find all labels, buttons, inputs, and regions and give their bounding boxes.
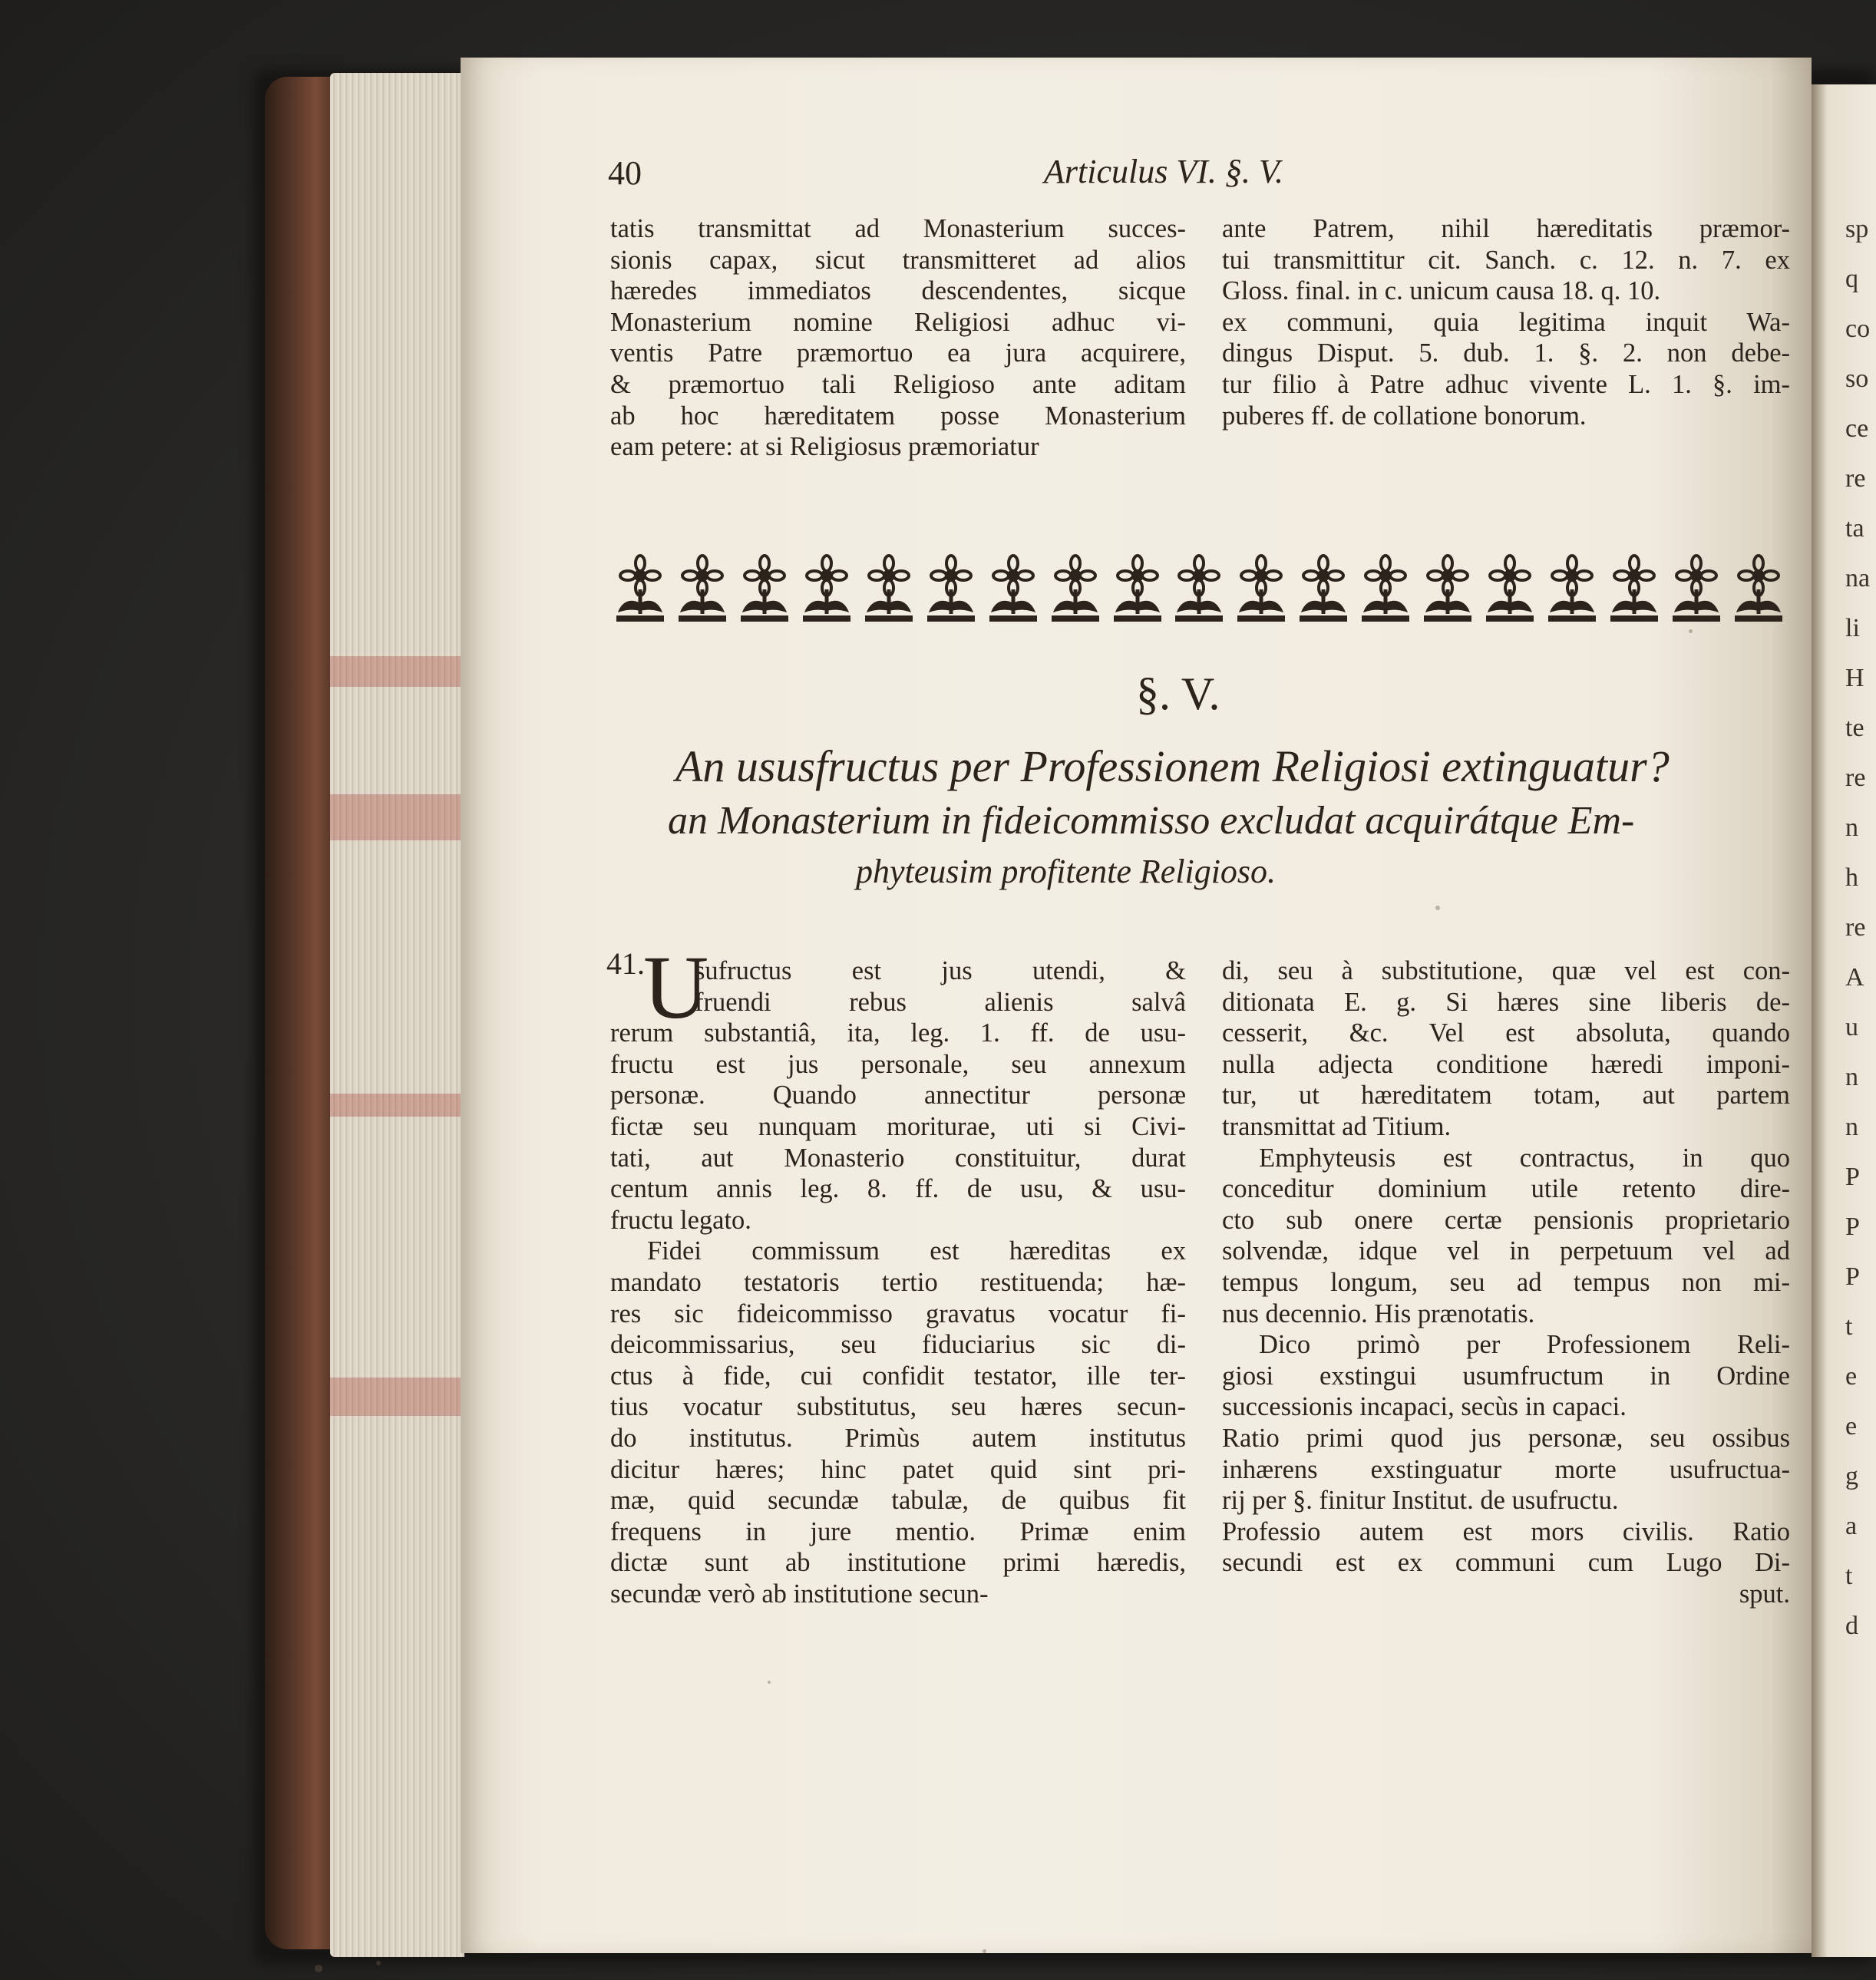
text-line: Ratio primi quod jus personæ, seu ossibus <box>1222 1423 1790 1453</box>
text-line: secundi est ex communi cum Lugo Di- <box>1222 1548 1790 1578</box>
text-line: hæredes immediatos descendentes, sicque <box>610 276 1186 306</box>
facing-page-text-fragment: te <box>1845 714 1864 742</box>
flower-ornament-icon <box>1604 553 1664 626</box>
text-line: tati, aut Monasterio constituitur, durat <box>610 1143 1186 1173</box>
facing-page-text-fragment: ta <box>1845 514 1864 543</box>
facing-page-text-fragment: P <box>1845 1163 1860 1191</box>
facing-page-text-fragment: e <box>1845 1362 1858 1391</box>
text-line: centum annis leg. 8. ff. de usu, & usu- <box>610 1174 1186 1204</box>
text-line: dingus Disput. 5. dub. 1. §. 2. non debe- <box>1222 338 1790 368</box>
facing-page-text-fragment: re <box>1845 913 1866 942</box>
facing-page-text-fragment: re <box>1845 464 1866 493</box>
facing-page-text-fragment: a <box>1845 1512 1858 1540</box>
text-line: nulla adjecta conditione hæredi imponi- <box>1222 1049 1790 1079</box>
edge-stain <box>330 656 464 687</box>
text-line: Gloss. final. in c. unicum causa 18. q. 10. <box>1222 276 1661 306</box>
text-line: ante Patrem, nihil hæreditatis præmor- <box>1222 214 1790 243</box>
flower-ornament-icon <box>1293 553 1353 626</box>
paper-speck <box>376 1961 381 1965</box>
flower-ornament-icon <box>1169 553 1229 626</box>
text-line: ditionata E. g. Si hæres sine liberis de- <box>1222 987 1790 1017</box>
flower-ornament-icon <box>1666 553 1726 626</box>
running-head <box>461 146 1812 192</box>
page-number: 40 <box>608 154 642 192</box>
text-line: sufructus est jus utendi, & <box>695 956 1186 985</box>
text-line: fruendi rebus alienis salvâ <box>695 987 1186 1017</box>
facing-page-text-fragment: t <box>1845 1312 1853 1341</box>
facing-page-text-fragment: P <box>1845 1262 1860 1291</box>
text-line: ventis Patre præmortuo ea jura acquirere, <box>610 338 1186 368</box>
ornamental-border <box>610 551 1788 628</box>
text-line: & præmortuo tali Religioso ante aditam <box>610 369 1186 399</box>
edge-stain <box>330 1094 464 1117</box>
facing-page-text-fragment: re <box>1845 764 1866 792</box>
facing-page-text-fragment: sp <box>1845 215 1869 243</box>
text-line: tempus longum, seu ad tempus non mi- <box>1222 1267 1790 1297</box>
flower-ornament-icon <box>1045 553 1105 626</box>
top-right-column <box>1222 213 1790 431</box>
facing-page-text-fragment: n <box>1845 1113 1858 1141</box>
facing-page-text-fragment: ce <box>1845 414 1869 443</box>
text-line: tur filio à Patre adhuc vivente L. 1. §. im- <box>1222 369 1790 399</box>
text-line: ctus à fide, cui confidit testator, ille ter- <box>610 1361 1186 1391</box>
paper-speck <box>1435 906 1440 910</box>
section-title-line-3: phyteusim profitente Religioso. <box>856 853 1277 890</box>
text-line: res sic fideicommisso gravatus vocatur fi- <box>610 1299 1186 1328</box>
text-line: rerum substantiâ, ita, leg. 1. ff. de usu- <box>610 1018 1186 1048</box>
flower-ornament-icon <box>1480 553 1540 626</box>
section-title-line-2: an Monasterium in fideicommisso excludat acquirátque Em- <box>668 799 1635 843</box>
text-line: puberes ff. de collatione bonorum. <box>1222 401 1587 431</box>
text-line: deicommissarius, seu fiduciarius sic di- <box>610 1330 1186 1360</box>
flower-ornament-icon <box>610 553 670 626</box>
text-line: mandato testatoris tertio restituenda; hæ- <box>610 1267 1186 1297</box>
text-line: mæ, quid secundæ tabulæ, de quibus fit <box>610 1486 1186 1516</box>
text-line: conceditur dominium utile retento dire- <box>1222 1174 1790 1204</box>
text-line: cto sub onere certæ pensionis proprietario <box>1222 1205 1790 1235</box>
edge-stain <box>330 1378 464 1416</box>
flower-ornament-icon <box>735 553 794 626</box>
flower-ornament-icon <box>859 553 919 626</box>
text-line: inhærens exstinguatur morte usufructua- <box>1222 1454 1790 1484</box>
facing-page-text-fragment: n <box>1845 813 1858 842</box>
page-edges <box>330 73 464 1957</box>
facing-page-text-fragment: co <box>1845 315 1871 343</box>
section-title-line-1: An ususfructus per Professionem Religiosi extinguatur? <box>675 741 1670 791</box>
text-line: fructu legato. <box>610 1205 751 1235</box>
flower-ornament-icon <box>1231 553 1291 626</box>
text-line: tatis transmittat ad Monasterium succes- <box>610 214 1186 243</box>
text-line: solvendæ, idque vel in perpetuum vel ad <box>1222 1236 1790 1266</box>
text-line: ex communi, quia legitima inquit Wa- <box>1222 307 1790 337</box>
edge-stain <box>330 794 464 840</box>
facing-page-edge <box>1812 84 1876 1957</box>
flower-ornament-icon <box>983 553 1043 626</box>
paper-speck <box>1689 629 1693 633</box>
text-line: Fidei commissum est hæreditas ex <box>647 1236 1186 1266</box>
text-line: Emphyteusis est contractus, in quo <box>1259 1143 1790 1173</box>
text-line: sionis capax, sicut transmitteret ad alios <box>610 245 1186 275</box>
facing-page-text-fragment: H <box>1845 664 1864 692</box>
body-left-column <box>610 955 1186 1609</box>
flower-ornament-icon <box>797 553 857 626</box>
flower-ornament-icon <box>1108 553 1168 626</box>
paper-speck <box>983 1949 986 1953</box>
flower-ornament-icon <box>1356 553 1415 626</box>
text-line: personæ. Quando annectitur personæ <box>610 1081 1186 1110</box>
flower-ornament-icon <box>672 553 732 626</box>
facing-page-text-fragment: li <box>1845 614 1860 642</box>
text-line: Monasterium nomine Religiosi adhuc vi- <box>610 307 1186 337</box>
facing-page-text-fragment: A <box>1845 963 1864 992</box>
text-line: tui transmittitur cit. Sanch. c. 12. n. 7. ex <box>1222 245 1790 275</box>
text-line: nus decennio. His prænotatis. <box>1222 1299 1535 1328</box>
facing-page-text-fragment: so <box>1845 365 1869 393</box>
text-line: di, seu à substitutione, quæ vel est con- <box>1222 956 1790 985</box>
text-line: giosi exstingui usumfructum in Ordine <box>1222 1361 1790 1391</box>
top-left-column <box>610 213 1186 463</box>
text-line: do institutus. Primùs autem institutus <box>610 1423 1186 1453</box>
text-line: Dico primò per Professionem Reli- <box>1259 1330 1790 1360</box>
text-line: secundæ verò ab institutione secun- <box>610 1579 989 1609</box>
facing-page-text-fragment: g <box>1845 1462 1858 1490</box>
facing-page-text-fragment: n <box>1845 1063 1858 1091</box>
paragraph-number: 41. <box>606 946 645 981</box>
facing-page-text-fragment: h <box>1845 863 1858 892</box>
text-line: tur, ut hæreditatem totam, aut partem <box>1222 1081 1790 1110</box>
facing-page-text-fragment: na <box>1845 564 1871 592</box>
paper-speck <box>315 1965 322 1972</box>
text-line: eam petere: at si Religiosus præmoriatur <box>610 432 1039 462</box>
text-line: dictæ sunt ab institutione primi hæredis, <box>610 1548 1186 1578</box>
body-right-column <box>1222 955 1790 1609</box>
text-line: tius vocatur substitutus, seu hæres secun- <box>610 1392 1186 1422</box>
facing-page-text-fragment: d <box>1845 1612 1858 1640</box>
text-line: transmittat ad Titium. <box>1222 1111 1452 1141</box>
facing-page-text-fragment: u <box>1845 1013 1858 1041</box>
text-line: Professio autem est mors civilis. Ratio <box>1222 1516 1790 1546</box>
flower-ornament-icon <box>921 553 981 626</box>
text-line: successionis incapaci, secùs in capaci. <box>1222 1392 1627 1422</box>
facing-page-text-fragment: t <box>1845 1562 1853 1590</box>
facing-page-text-fragment: q <box>1845 265 1858 293</box>
text-line: fructu est jus personale, seu annexum <box>610 1049 1186 1079</box>
paper-speck <box>768 1681 771 1684</box>
flower-ornament-icon <box>1418 553 1478 626</box>
text-line: dicitur hæres; hinc patet quid sint pri- <box>610 1454 1186 1484</box>
drop-capital: U <box>643 937 709 1038</box>
text-line: rij per §. finitur Institut. de usufructu. <box>1222 1486 1619 1516</box>
facing-page-text-fragment: P <box>1845 1213 1860 1241</box>
text-line: cesserit, &c. Vel est absoluta, quando <box>1222 1018 1790 1048</box>
text-line: sput. <box>1739 1579 1790 1609</box>
facing-page-text-fragment: e <box>1845 1412 1858 1440</box>
text-line: fictæ seu nunquam moriturae, uti si Civi- <box>610 1111 1186 1141</box>
flower-ornament-icon <box>1542 553 1602 626</box>
running-head-title: Articulus VI. §. V. <box>1044 153 1284 190</box>
text-line: frequens in jure mentio. Primæ enim <box>610 1516 1186 1546</box>
text-line: ab hoc hæreditatem posse Monasterium <box>610 401 1186 431</box>
flower-ornament-icon <box>1729 553 1788 626</box>
section-mark: §. V. <box>1136 668 1220 719</box>
